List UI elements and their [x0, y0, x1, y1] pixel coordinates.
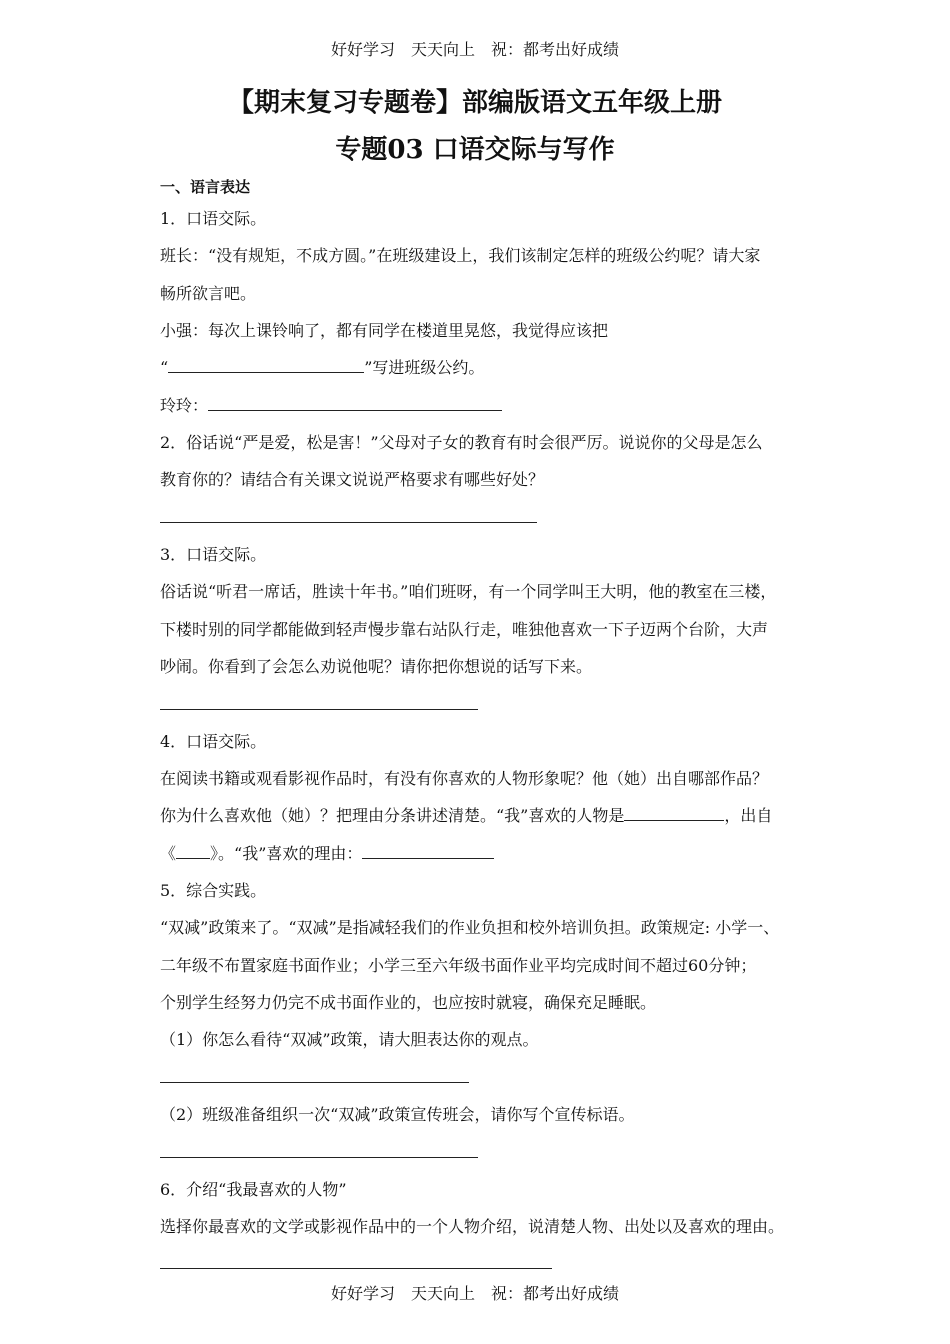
q1-text-line: 小强：每次上课铃响了，都有同学在楼道里晃悠，我觉得应该把	[160, 321, 609, 340]
q5-answer-line-2[interactable]	[160, 1157, 478, 1158]
q4-text-prefix: 你为什么喜欢他（她）？把理由分条讲述清楚。“我”喜欢的人物是	[160, 806, 625, 825]
q2-answer-line[interactable]	[160, 522, 537, 523]
q4-reason-label: 》。“我”喜欢的理由：	[210, 844, 363, 863]
q2-text-line: 2．俗话说“严是爱，松是害！”父母对子女的教育有时会很严厉。说说你的父母是怎么	[160, 433, 763, 452]
q4-character-blank[interactable]	[624, 806, 724, 821]
q4-book-open: 《	[160, 844, 177, 863]
q4-text-line: 在阅读书籍或观看影视作品时，有没有你喜欢的人物形象呢？他（她）出自哪部作品？	[160, 769, 769, 788]
q1-fill-row	[160, 355, 484, 378]
q2-text-line: 教育你的？请结合有关课文说说严格要求有哪些好处？	[160, 470, 545, 489]
q4-heading: 4．口语交际。	[160, 732, 267, 751]
q1-text-line: 班长：“没有规矩，不成方圆。”在班级建设上，我们该制定怎样的班级公约呢？请大家	[160, 246, 761, 265]
page-title: 【期末复习专题卷】部编版语文五年级上册	[227, 88, 722, 118]
q4-fill-row	[160, 841, 494, 864]
q5-heading: 5．综合实践。	[160, 881, 267, 900]
q3-text-line: 俗话说“听君一席话，胜读十年书。”咱们班呀，有一个同学叫王大明，他的教室在三楼，	[160, 582, 777, 601]
q5-subquestion-2: （2）班级准备组织一次“双减”政策宣传班会，请你写个宣传标语。	[160, 1105, 635, 1124]
q4-work-blank[interactable]	[176, 844, 210, 859]
q1-answer-row	[160, 393, 502, 416]
q6-heading: 6．介绍“我最喜欢的人物”	[160, 1180, 347, 1199]
q1-text-line: 畅所欲言吧。	[160, 284, 257, 303]
q4-text-suffix: ，出自	[724, 806, 773, 825]
q5-text-line: 二年级不布置家庭书面作业；小学三至六年级书面作业平均完成时间不超过60分钟；	[160, 956, 757, 975]
q3-answer-line[interactable]	[160, 709, 478, 710]
q5-answer-line-1[interactable]	[160, 1082, 469, 1083]
page-footer: 好好学习 天天向上 祝：都考出好成绩	[330, 1284, 619, 1303]
q1-fill-suffix: ”写进班级公约。	[364, 358, 485, 377]
q1-speaker-label: 玲玲：	[160, 396, 209, 415]
q1-heading: 1．口语交际。	[160, 209, 267, 228]
page-subtitle: 专题03 口语交际与写作	[335, 135, 615, 165]
q1-fill-blank[interactable]	[168, 358, 364, 373]
q5-text-line: 个别学生经努力仍完不成书面作业的，也应按时就寝，确保充足睡眠。	[160, 993, 657, 1012]
q4-fill-row	[160, 803, 772, 826]
q3-text-line: 下楼时别的同学都能做到轻声慢步靠右站队行走，唯独他喜欢一下子迈两个台阶，大声	[160, 620, 769, 639]
q1-answer-blank[interactable]	[208, 396, 502, 411]
q6-answer-line[interactable]	[160, 1268, 552, 1269]
q6-text-line: 选择你最喜欢的文学或影视作品中的一个人物介绍，说清楚人物、出处以及喜欢的理由。	[160, 1217, 785, 1236]
q4-reason-blank[interactable]	[362, 844, 494, 859]
q5-subquestion-1: （1）你怎么看待“双减”政策，请大胆表达你的观点。	[160, 1030, 539, 1049]
q3-heading: 3．口语交际。	[160, 545, 267, 564]
page-header: 好好学习 天天向上 祝：都考出好成绩	[330, 40, 619, 59]
q1-fill-open-quote: “	[160, 358, 169, 377]
q3-text-line: 吵闹。你看到了会怎么劝说他呢？请你把你想说的话写下来。	[160, 657, 593, 676]
q5-text-line: “双减”政策来了。“双减”是指减轻我们的作业负担和校外培训负担。政策规定: 小学一、	[160, 918, 780, 937]
section-heading: 一、语言表达	[160, 178, 251, 196]
